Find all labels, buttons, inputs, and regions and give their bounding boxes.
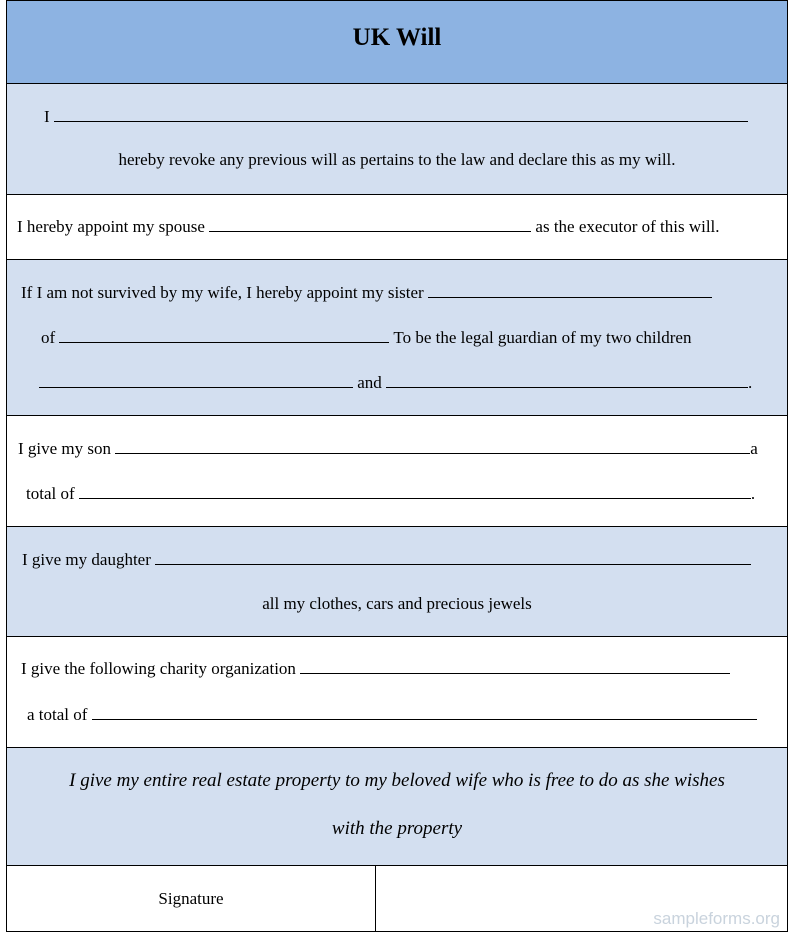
section-son [7,415,787,526]
guardian-period: . [748,373,753,392]
daughter-prefix: I give my daughter [22,550,151,569]
section-real-estate [7,747,787,865]
section-revoke [7,83,787,194]
charity-name-field[interactable] [300,658,730,674]
charity-amount-field[interactable] [92,704,757,720]
signature-label: Signature [158,888,224,908]
section-charity [7,636,787,747]
son-total: total of [26,484,75,503]
section-daughter [7,526,787,636]
section-executor [7,194,787,259]
form-header [7,0,787,83]
revoke-prefix: I [44,107,50,126]
child2-name-field[interactable] [386,372,748,388]
real-estate-line2: with the property [331,818,463,839]
charity-total: a total of [27,705,88,724]
executor-prefix: I hereby appoint my spouse [17,217,205,236]
son-name-field[interactable] [115,438,750,454]
real-estate-line1: I give my entire real estate property to my beloved wife who is free to do as she wishes [69,770,725,791]
charity-prefix: I give the following charity organization [21,659,296,678]
signature-label-cell [7,866,376,931]
son-amount-field[interactable] [79,483,751,499]
revoke-text: hereby revoke any previous will as pertains to the law and declare this as my will. [118,150,676,169]
daughter-text: all my clothes, cars and precious jewels [262,594,532,613]
son-a: a [750,439,758,458]
sister-name-field[interactable] [428,282,712,298]
daughter-name-field[interactable] [155,549,751,565]
guardian-text: To be the legal guardian of my two children [393,328,692,347]
form-title: UK Will [352,24,442,51]
son-period: . [750,484,756,503]
will-form [6,0,788,932]
testator-name-field[interactable] [54,106,748,122]
child1-name-field[interactable] [39,372,353,388]
guardian-of: of [41,328,56,347]
spouse-name-field[interactable] [209,216,531,232]
sister-address-field[interactable] [59,327,389,343]
guardian-and: and [357,373,382,392]
section-guardian [7,259,787,415]
executor-suffix: as the executor of this will. [535,217,720,236]
watermark: sampleforms.org [653,909,780,928]
son-prefix: I give my son [18,439,112,458]
guardian-line1: If I am not survived by my wife, I hereby appoint my sister [21,283,424,302]
